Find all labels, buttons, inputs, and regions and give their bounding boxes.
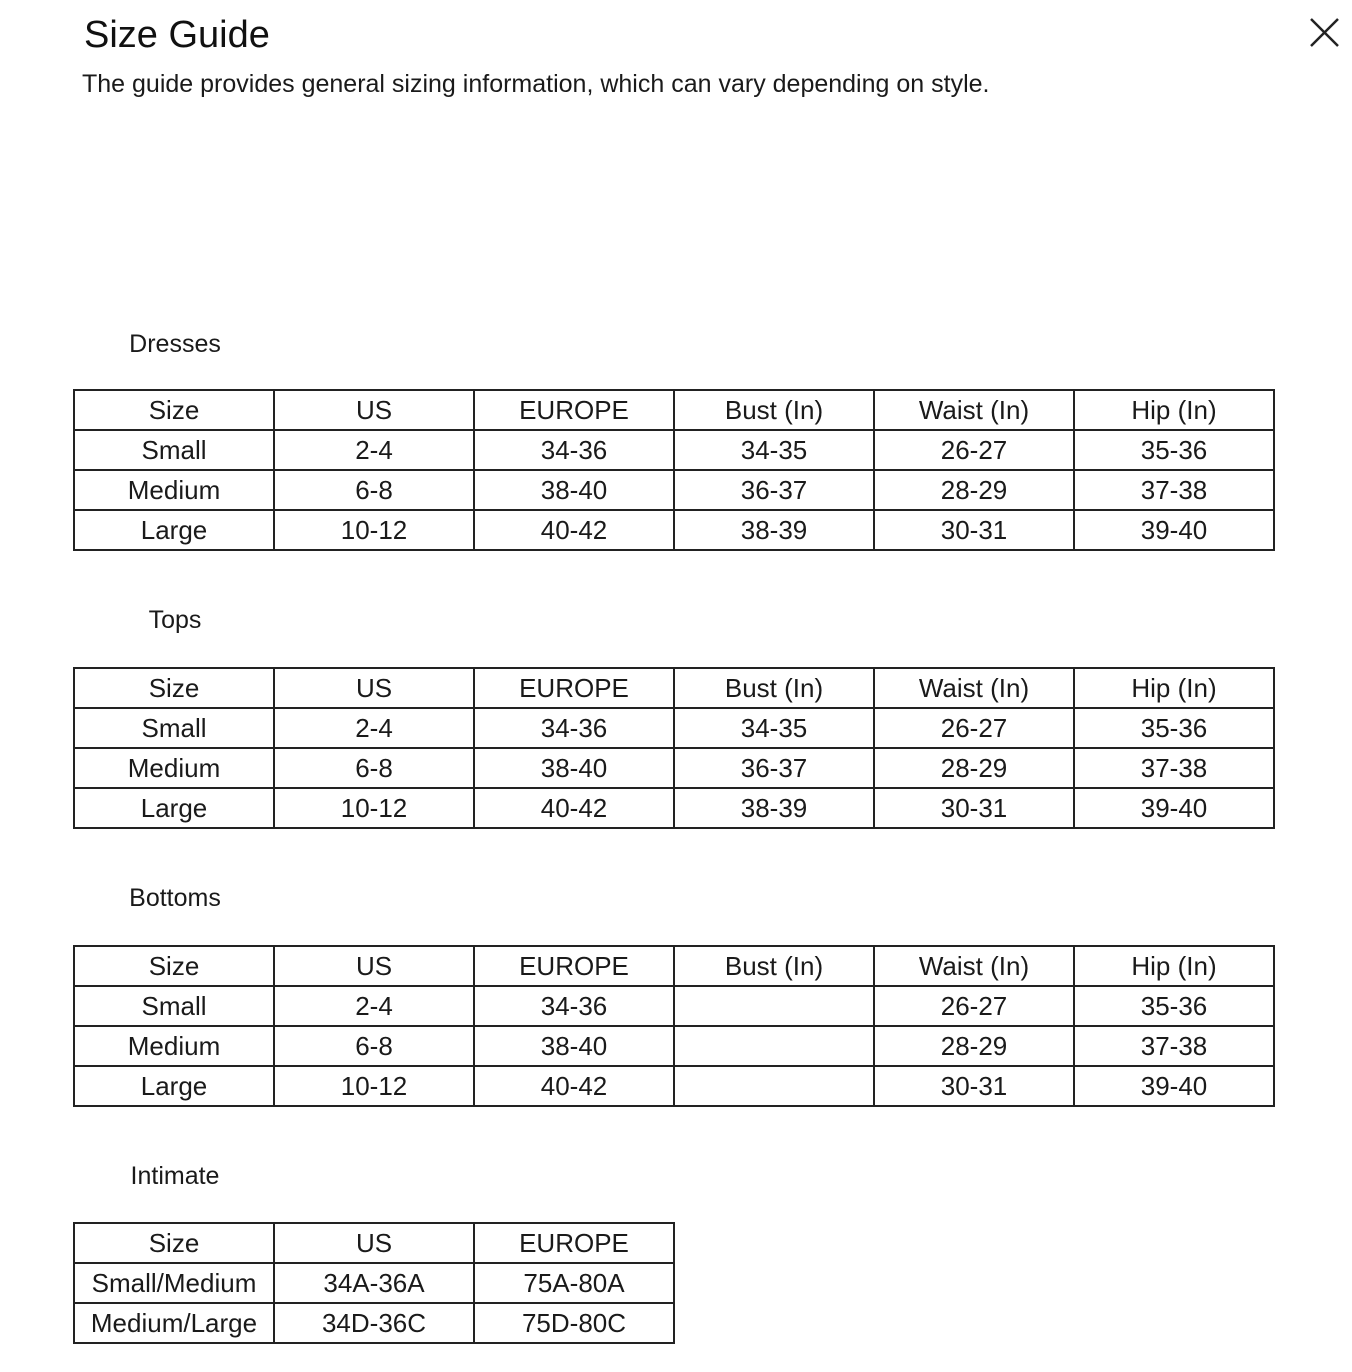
column-header: Bust (In) xyxy=(674,668,874,708)
column-header: Hip (In) xyxy=(1074,946,1274,986)
column-header: Size xyxy=(74,668,274,708)
table-row xyxy=(74,430,1274,470)
table-row xyxy=(74,1263,674,1303)
column-header: Size xyxy=(74,1223,274,1263)
table-cell: 34A-36A xyxy=(274,1263,474,1303)
column-header: EUROPE xyxy=(474,390,674,430)
table-cell: 10-12 xyxy=(274,1066,474,1106)
table-cell: Medium/Large xyxy=(74,1303,274,1343)
table-cell: 37-38 xyxy=(1074,1026,1274,1066)
table-cell: 40-42 xyxy=(474,510,674,550)
table-row xyxy=(74,1026,1274,1066)
column-header: US xyxy=(274,668,474,708)
table-cell: 36-37 xyxy=(674,748,874,788)
table-cell: 34-35 xyxy=(674,708,874,748)
table-cell: 37-38 xyxy=(1074,748,1274,788)
table-row xyxy=(74,986,1274,1026)
table-cell: 6-8 xyxy=(274,1026,474,1066)
table-row xyxy=(74,708,1274,748)
table-cell: 28-29 xyxy=(874,748,1074,788)
table-header-row xyxy=(74,668,1274,708)
size-table-bottoms xyxy=(73,945,1275,1107)
table-cell: 38-40 xyxy=(474,1026,674,1066)
column-header: Hip (In) xyxy=(1074,668,1274,708)
table-cell: Small xyxy=(74,708,274,748)
dialog-subtitle: The guide provides general sizing information, which can vary depending on style. xyxy=(82,70,990,98)
table-cell: 34-35 xyxy=(674,430,874,470)
table-cell: 6-8 xyxy=(274,470,474,510)
table-cell: 34-36 xyxy=(474,708,674,748)
table-row xyxy=(74,470,1274,510)
column-header: Waist (In) xyxy=(874,668,1074,708)
table-cell: 28-29 xyxy=(874,1026,1074,1066)
table-cell: 38-39 xyxy=(674,788,874,828)
column-header: Hip (In) xyxy=(1074,390,1274,430)
table-cell: 30-31 xyxy=(874,1066,1074,1106)
table-cell: 26-27 xyxy=(874,430,1074,470)
table-cell: 37-38 xyxy=(1074,470,1274,510)
section-label-bottoms: Bottoms xyxy=(129,884,221,912)
table-cell: 38-40 xyxy=(474,748,674,788)
table-cell: 34-36 xyxy=(474,986,674,1026)
column-header: US xyxy=(274,390,474,430)
table-cell: 75A-80A xyxy=(474,1263,674,1303)
table-cell: Large xyxy=(74,1066,274,1106)
column-header: EUROPE xyxy=(474,946,674,986)
column-header: Bust (In) xyxy=(674,946,874,986)
column-header: Bust (In) xyxy=(674,390,874,430)
column-header: Size xyxy=(74,946,274,986)
close-icon xyxy=(1303,14,1345,56)
table-cell: 34-36 xyxy=(474,430,674,470)
table-cell: 75D-80C xyxy=(474,1303,674,1343)
table-header-row xyxy=(74,390,1274,430)
table-cell: 2-4 xyxy=(274,986,474,1026)
table-cell: 28-29 xyxy=(874,470,1074,510)
table-cell: 6-8 xyxy=(274,748,474,788)
table-cell: 30-31 xyxy=(874,788,1074,828)
table-cell: 35-36 xyxy=(1074,986,1274,1026)
table-cell: 38-40 xyxy=(474,470,674,510)
table-row xyxy=(74,748,1274,788)
table-cell xyxy=(674,986,874,1026)
table-cell: 36-37 xyxy=(674,470,874,510)
size-table-intimate xyxy=(73,1222,675,1344)
table-cell: 26-27 xyxy=(874,708,1074,748)
table-cell: 35-36 xyxy=(1074,708,1274,748)
column-header: US xyxy=(274,1223,474,1263)
column-header: EUROPE xyxy=(474,668,674,708)
column-header: EUROPE xyxy=(474,1223,674,1263)
table-cell: Medium xyxy=(74,748,274,788)
dialog-title: Size Guide xyxy=(84,14,270,56)
size-table-dresses xyxy=(73,389,1275,551)
table-cell: 10-12 xyxy=(274,510,474,550)
table-row xyxy=(74,788,1274,828)
table-cell: 38-39 xyxy=(674,510,874,550)
table-cell: 26-27 xyxy=(874,986,1074,1026)
table-cell: 2-4 xyxy=(274,430,474,470)
close-button[interactable] xyxy=(1303,14,1345,56)
table-cell: 30-31 xyxy=(874,510,1074,550)
table-cell: 39-40 xyxy=(1074,788,1274,828)
column-header: Size xyxy=(74,390,274,430)
table-header-row xyxy=(74,1223,674,1263)
section-label-dresses: Dresses xyxy=(129,330,221,358)
table-header-row xyxy=(74,946,1274,986)
table-cell: 39-40 xyxy=(1074,510,1274,550)
table-cell: Small xyxy=(74,430,274,470)
column-header: Waist (In) xyxy=(874,390,1074,430)
table-cell: Small/Medium xyxy=(74,1263,274,1303)
column-header: Waist (In) xyxy=(874,946,1074,986)
table-cell: Large xyxy=(74,510,274,550)
table-cell: 40-42 xyxy=(474,1066,674,1106)
table-cell: 10-12 xyxy=(274,788,474,828)
column-header: US xyxy=(274,946,474,986)
table-cell: 40-42 xyxy=(474,788,674,828)
table-cell: 34D-36C xyxy=(274,1303,474,1343)
section-label-intimate: Intimate xyxy=(130,1162,220,1190)
size-table-tops xyxy=(73,667,1275,829)
table-cell: Small xyxy=(74,986,274,1026)
section-label-tops: Tops xyxy=(148,606,202,634)
table-row xyxy=(74,1066,1274,1106)
table-cell: Medium xyxy=(74,470,274,510)
table-cell: 39-40 xyxy=(1074,1066,1274,1106)
table-cell: 35-36 xyxy=(1074,430,1274,470)
table-cell: Medium xyxy=(74,1026,274,1066)
table-row xyxy=(74,1303,674,1343)
table-cell: Large xyxy=(74,788,274,828)
table-cell: 2-4 xyxy=(274,708,474,748)
table-cell xyxy=(674,1026,874,1066)
table-cell xyxy=(674,1066,874,1106)
table-row xyxy=(74,510,1274,550)
